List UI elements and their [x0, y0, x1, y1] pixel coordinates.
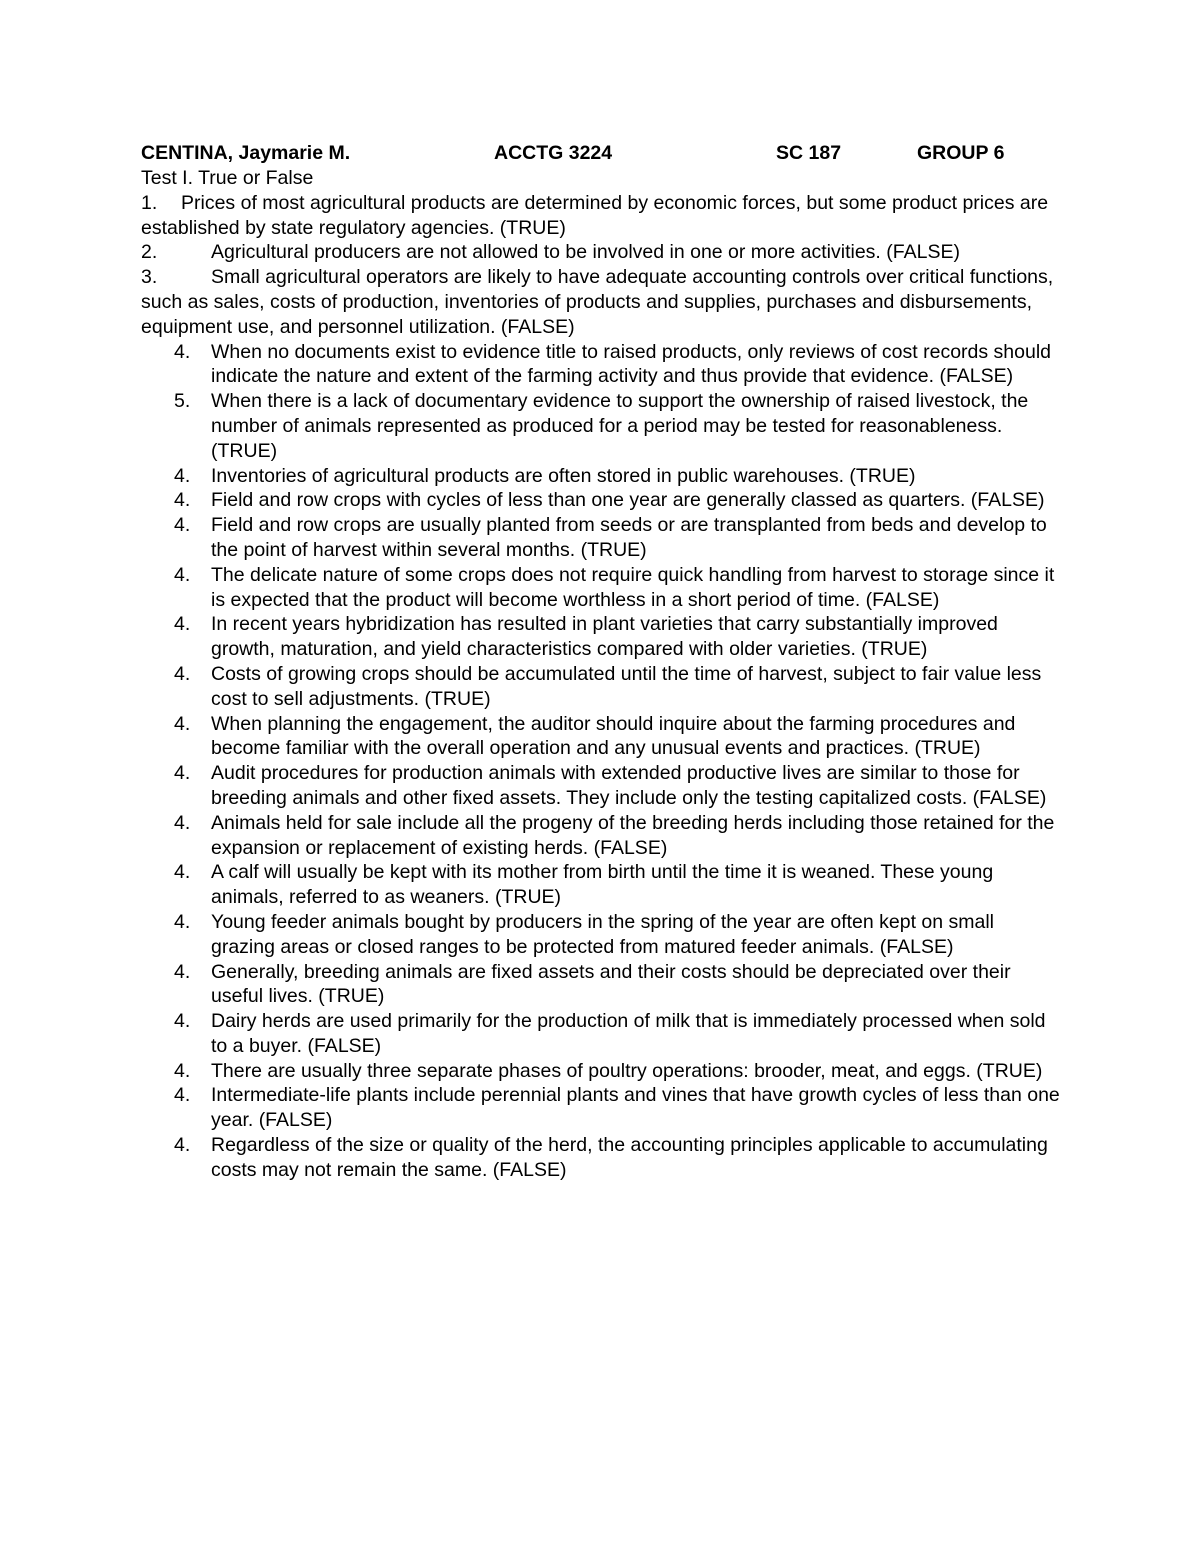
- question-item: [141, 240, 1061, 265]
- question-item: [141, 1009, 1061, 1059]
- question-text: Prices of most agricultural products are determined by economic forces, but some product prices are established by state regulatory agencies. (TRUE): [141, 191, 1049, 239]
- question-item: [141, 960, 1061, 1010]
- question-number: 4.: [174, 1084, 191, 1107]
- question-item: [141, 191, 1061, 241]
- question-text: Intermediate-life plants include perennial plants and vines that have growth cycles of less than one year. (FALSE): [211, 1084, 1060, 1132]
- question-number: 4.: [174, 861, 191, 884]
- question-item: [141, 712, 1061, 762]
- question-text: Generally, breeding animals are fixed assets and their costs should be depreciated over their useful lives. (TRUE): [211, 960, 1011, 1008]
- question-text: Agricultural producers are not allowed to be involved in one or more activities. (FALSE): [211, 241, 960, 264]
- question-text: Young feeder animals bought by producers in the spring of the year are often kept on small grazing areas or closed ranges to be protected from matured feeder animals. (FALSE): [211, 910, 995, 958]
- question-item: [141, 860, 1061, 910]
- question-text: Regardless of the size or quality of the herd, the accounting principles applicable to accumulating costs may not remain the same. (FALSE): [211, 1134, 1048, 1181]
- question-number: 4.: [174, 514, 191, 537]
- question-number: 4.: [174, 662, 191, 685]
- question-number: 4.: [174, 712, 191, 735]
- question-number: 4.: [174, 340, 191, 363]
- question-text: There are usually three separate phases of poultry operations: brooder, meat, and eggs. (TRUE): [211, 1059, 1043, 1082]
- question-text: When planning the engagement, the auditor should inquire about the farming procedures and become familiar with the overall operation and any unusual events and practices. (TRUE): [211, 712, 1016, 760]
- question-text: Inventories of agricultural products are often stored in public warehouses. (TRUE): [211, 464, 916, 487]
- question-item: [141, 662, 1061, 712]
- student-name: CENTINA, Jaymarie M.: [141, 142, 351, 164]
- question-number: 4.: [174, 1010, 191, 1033]
- question-item: [141, 389, 1061, 463]
- question-item: [141, 1059, 1061, 1084]
- question-number: 4.: [174, 613, 191, 636]
- question-item: [141, 811, 1061, 861]
- question-text: Animals held for sale include all the progeny of the breeding herds including those retained for the expansion or replacement of existing herds. (FALSE): [211, 811, 1055, 859]
- question-item: [141, 761, 1061, 811]
- question-text: The delicate nature of some crops does not require quick handling from harvest to storage since it is expected that the product will become worthless in a short period of time. (FALSE): [211, 563, 1055, 611]
- question-number: 1.: [141, 191, 158, 214]
- question-text: When no documents exist to evidence title to raised products, only reviews of cost records should indicate the nature and extent of the farming activity and thus provide that evidence. (FALSE): [211, 340, 1052, 388]
- question-number: 4.: [174, 489, 191, 512]
- question-number: 4.: [174, 910, 191, 933]
- question-number: 4.: [174, 762, 191, 785]
- document-page: [141, 141, 1061, 1183]
- question-number: 4.: [174, 811, 191, 834]
- question-text: Audit procedures for production animals with extended productive lives are similar to those for breeding animals and other fixed assets. They include only the testing capitalized costs. (FALSE): [211, 762, 1047, 809]
- question-item: [141, 513, 1061, 563]
- question-number: 4.: [174, 960, 191, 983]
- question-number: 4.: [174, 464, 191, 487]
- question-number: 2.: [141, 241, 158, 264]
- group-label: GROUP 6: [917, 142, 1005, 164]
- test-title: Test I. True or False: [141, 167, 314, 189]
- question-text: Field and row crops are usually planted from seeds or are transplanted from beds and develop to the point of harvest within several months. (TRUE): [211, 514, 1047, 561]
- question-item: [141, 612, 1061, 662]
- question-number: 4.: [174, 1059, 191, 1082]
- question-number: 4.: [174, 1134, 191, 1157]
- question-item: [141, 563, 1061, 613]
- header-row: [141, 141, 1061, 166]
- question-text: When there is a lack of documentary evidence to support the ownership of raised livestock, the number of animals represented as produced for a period may be tested for reasonableness. (TRUE): [211, 390, 1029, 462]
- question-item: [141, 488, 1061, 513]
- question-text: A calf will usually be kept with its mother from birth until the time it is weaned. These young animals, referred to as weaners. (TRUE): [211, 861, 994, 909]
- question-item: [141, 340, 1061, 390]
- question-item: [141, 265, 1061, 339]
- question-number: 5.: [174, 390, 191, 413]
- question-number: 3.: [141, 266, 158, 289]
- question-item: [141, 910, 1061, 960]
- question-text: Field and row crops with cycles of less than one year are generally classed as quarters. (FALSE): [211, 489, 1045, 512]
- course-code: ACCTG 3224: [494, 142, 613, 164]
- question-text: Small agricultural operators are likely to have adequate accounting controls over critical functions, such as sales, costs of production, inventories of products and supplies, purchases and disbursements, equipment use, and personnel utilization. (FALSE): [141, 266, 1054, 338]
- question-item: [141, 464, 1061, 489]
- question-item: [141, 1133, 1061, 1183]
- question-text: Dairy herds are used primarily for the production of milk that is immediately processed when sold to a buyer. (FALSE): [211, 1010, 1046, 1057]
- question-number: 4.: [174, 563, 191, 586]
- question-text: In recent years hybridization has resulted in plant varieties that carry substantially improved growth, maturation, and yield characteristics compared with older varieties. (TRUE): [211, 613, 998, 661]
- question-item: [141, 1083, 1061, 1133]
- question-list: [141, 340, 1061, 1183]
- question-text: Costs of growing crops should be accumulated until the time of harvest, subject to fair value less cost to sell adjustments. (TRUE): [211, 662, 1042, 710]
- section-code: SC 187: [776, 142, 842, 164]
